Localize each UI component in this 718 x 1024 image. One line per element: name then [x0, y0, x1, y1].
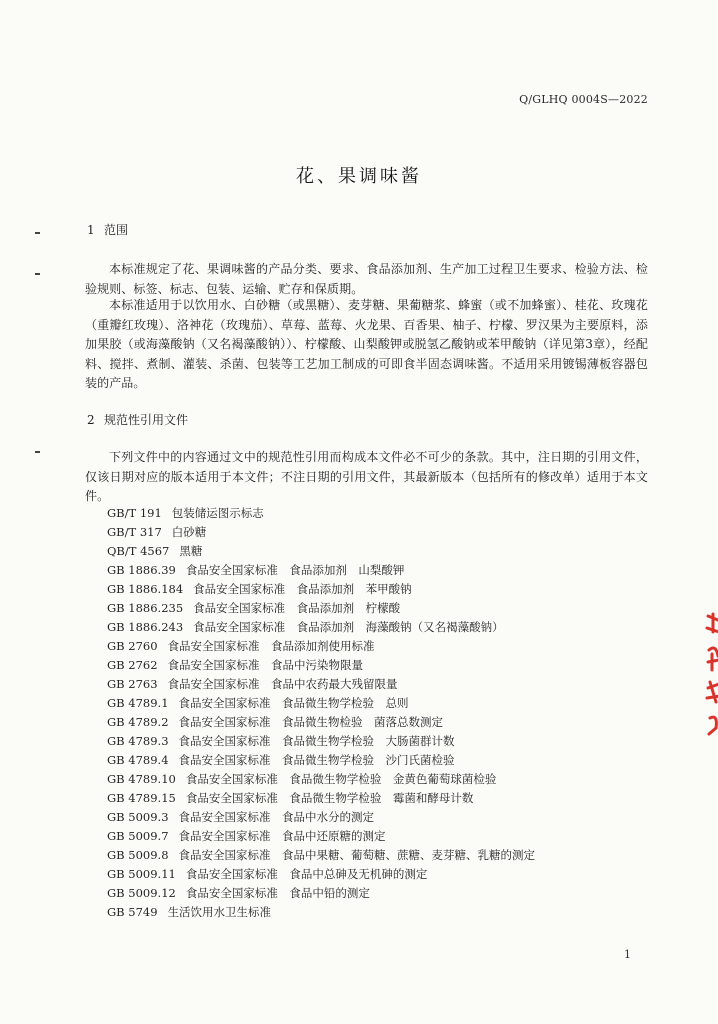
reference-code: QB/T 4567	[107, 544, 170, 558]
reference-title: 白砂糖	[171, 525, 207, 539]
reference-code: GB 5009.8	[107, 848, 169, 862]
reference-item	[107, 618, 535, 637]
reference-item	[107, 637, 535, 656]
references-intro-paragraph: 下列文件中的内容通过文中的规范性引用而构成本文件必不可少的条款。其中，注日期的引用文件，仅该日期对应的版本适用于本文件；不注日期的引用文件，其最新版本（包括所有的修改单）适用于本文件。	[85, 450, 648, 503]
reference-code: GB 5009.3	[107, 810, 169, 824]
margin-mark	[35, 232, 40, 234]
reference-title: 生活饮用水卫生标准	[167, 905, 272, 919]
reference-code: GB 4789.15	[107, 791, 176, 805]
scope-paragraph-2: 本标准适用于以饮用水、白砂糖（或黑糖）、麦芽糖、果葡糖浆、蜂蜜（或不加蜂蜜）、桂花、玫瑰花（重瓣红玫瑰）、洛神花（玫瑰茄）、草莓、蓝莓、火龙果、百香果、柚子、柠檬、罗汉果为主要原料，添加果胶（或海藻酸钠（又名褐藻酸钠））、柠檬酸、山梨酸钾或脱氢乙酸钠或苯甲酸钠（详见第3章），经配料、搅拌、煮制、灌装、杀菌、包装等工艺加工制成的可即食半固态调味酱。不适用采用镀锡薄板容器包装的产品。	[85, 298, 648, 390]
reference-title: 食品安全国家标准 食品微生物检验 菌落总数测定	[178, 715, 444, 729]
reference-title: 食品安全国家标准 食品添加剂使用标准	[167, 639, 375, 653]
reference-title: 食品安全国家标准 食品添加剂 柠檬酸	[193, 601, 401, 615]
reference-code: GB 5009.7	[107, 829, 169, 843]
reference-title: 食品安全国家标准 食品微生物学检验 金黄色葡萄球菌检验	[185, 772, 497, 786]
reference-title: 食品安全国家标准 食品中水分的测定	[178, 810, 375, 824]
reference-title: 食品安全国家标准 食品中污染物限量	[167, 658, 364, 672]
page-number: 1	[624, 948, 631, 961]
reference-title: 食品安全国家标准 食品中总砷及无机砷的测定	[185, 867, 428, 881]
reference-item	[107, 865, 535, 884]
reference-item	[107, 561, 535, 580]
reference-item	[107, 504, 535, 523]
margin-mark	[35, 273, 40, 275]
margin-mark	[35, 451, 40, 453]
reference-item	[107, 846, 535, 865]
reference-code: GB 4789.1	[107, 696, 169, 710]
section-number: 2	[87, 413, 95, 427]
reference-code: GB 5749	[107, 905, 158, 919]
reference-code: GB 5009.11	[107, 867, 176, 881]
section-title: 范围	[104, 223, 129, 237]
section-1-heading	[87, 221, 128, 238]
reference-title: 食品安全国家标准 食品中果糖、葡萄糖、蔗糖、麦芽糖、乳糖的测定	[178, 848, 536, 862]
reference-item	[107, 580, 535, 599]
reference-title: 食品安全国家标准 食品微生物学检验 大肠菌群计数	[178, 734, 455, 748]
reference-code: GB 5009.12	[107, 886, 176, 900]
standard-code: Q/GLHQ 0004S—2022	[519, 93, 648, 106]
reference-item	[107, 694, 535, 713]
reference-title: 黑糖	[179, 544, 203, 558]
reference-code: GB 1886.39	[107, 563, 176, 577]
reference-title: 食品安全国家标准 食品添加剂 山梨酸钾	[185, 563, 405, 577]
reference-code: GB 1886.184	[107, 582, 184, 596]
section-2-heading	[87, 411, 188, 428]
reference-title: 包装储运图示标志	[171, 506, 264, 520]
reference-title: 食品安全国家标准 食品添加剂 海藻酸钠（又名褐藻酸钠）	[193, 620, 504, 634]
section-number: 1	[87, 223, 95, 237]
reference-item	[107, 827, 535, 846]
stamp-graphic	[704, 610, 718, 740]
reference-item	[107, 713, 535, 732]
reference-item	[107, 599, 535, 618]
reference-code: GB 4789.4	[107, 753, 169, 767]
reference-title: 食品安全国家标准 食品中铅的测定	[185, 886, 370, 900]
reference-item	[107, 903, 535, 922]
reference-item	[107, 751, 535, 770]
reference-code: GB 1886.243	[107, 620, 184, 634]
reference-item	[107, 675, 535, 694]
reference-item	[107, 542, 535, 561]
reference-item	[107, 656, 535, 675]
reference-item	[107, 523, 535, 542]
reference-code: GB/T 317	[107, 525, 162, 539]
reference-item	[107, 884, 535, 903]
section-title: 规范性引用文件	[104, 413, 189, 427]
reference-code: GB 2760	[107, 639, 158, 653]
reference-code: GB 1886.235	[107, 601, 184, 615]
reference-title: 食品安全国家标准 食品微生物学检验 总则	[178, 696, 409, 710]
reference-code: GB/T 191	[107, 506, 162, 520]
reference-item	[107, 808, 535, 827]
scope-paragraph-1: 本标准规定了花、果调味酱的产品分类、要求、食品添加剂、生产加工过程卫生要求、检验方法、检验规则、标签、标志、包装、运输、贮存和保质期。	[85, 262, 648, 296]
reference-title: 食品安全国家标准 食品微生物学检验 霉菌和酵母计数	[185, 791, 474, 805]
reference-title: 食品安全国家标准 食品中还原糖的测定	[178, 829, 386, 843]
red-seal-stamp-fragment	[704, 610, 718, 740]
document-title: 花、果调味酱	[296, 166, 422, 187]
reference-code: GB 2763	[107, 677, 158, 691]
reference-list	[107, 504, 535, 922]
reference-title: 食品安全国家标准 食品中农药最大残留限量	[167, 677, 398, 691]
reference-code: GB 4789.3	[107, 734, 169, 748]
reference-item	[107, 770, 535, 789]
reference-title: 食品安全国家标准 食品添加剂 苯甲酸钠	[193, 582, 412, 596]
reference-title: 食品安全国家标准 食品微生物学检验 沙门氏菌检验	[178, 753, 455, 767]
reference-code: GB 4789.2	[107, 715, 169, 729]
reference-code: GB 2762	[107, 658, 158, 672]
reference-item	[107, 732, 535, 751]
reference-item	[107, 789, 535, 808]
reference-code: GB 4789.10	[107, 772, 176, 786]
